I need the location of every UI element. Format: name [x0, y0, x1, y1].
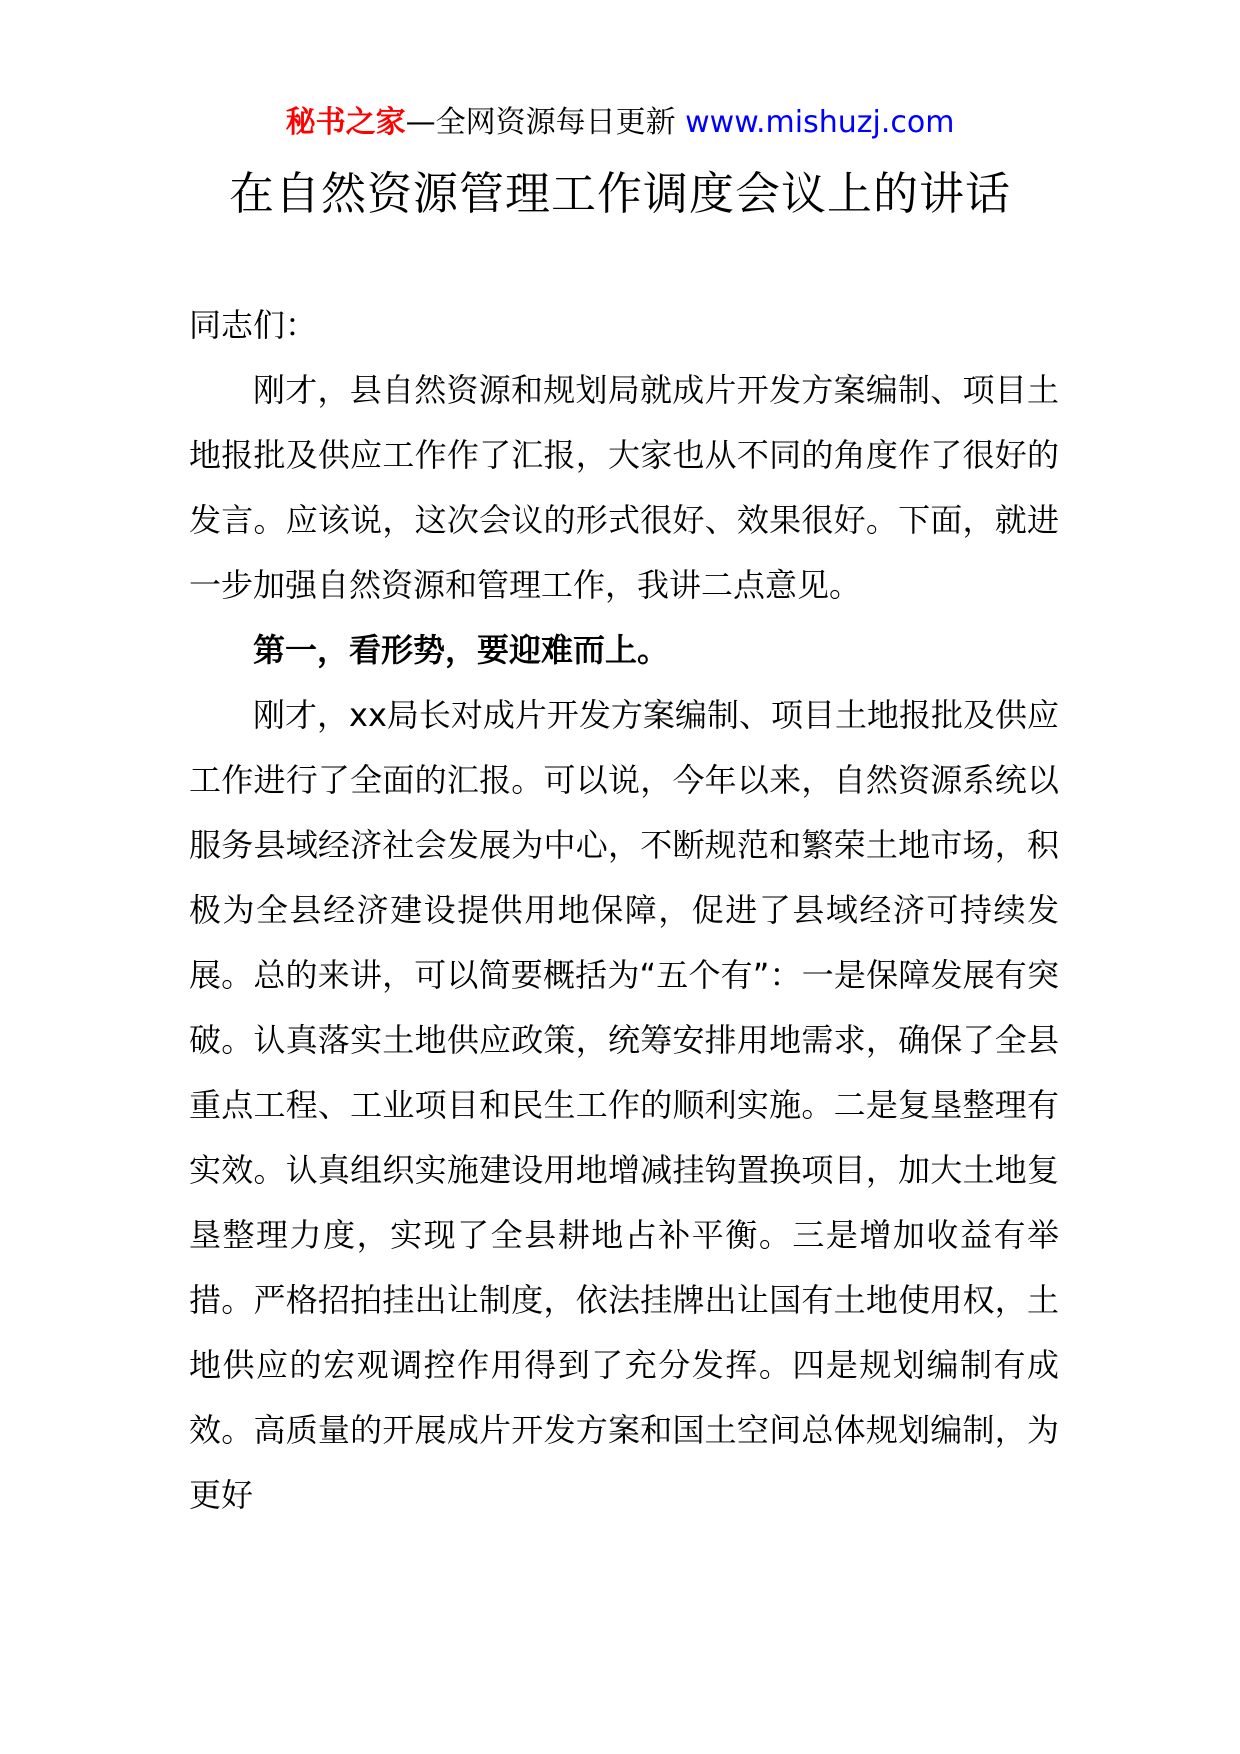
- site-name: 秘书之家: [285, 105, 406, 140]
- site-url-link[interactable]: www.mishuzj.com: [685, 105, 955, 140]
- site-header: [0, 98, 1240, 148]
- document-title: 在自然资源管理工作调度会议上的讲话: [228, 167, 1011, 220]
- site-slogan: —全网资源每日更新: [405, 105, 686, 140]
- salutation: 同志们：: [189, 306, 318, 344]
- section-heading-first: 第一，看形势，要迎难而上。: [253, 631, 670, 669]
- paragraph-intro: 刚才，县自然资源和规划局就成片开发方案编制、项目土地报批及供应工作作了汇报，大家也从不同的角度作了很好的发言。应该说，这次会议的形式很好、效果很好。下面，就进一步加强自然资源和管理工作，我讲二点意见。: [189, 371, 1059, 604]
- document-body: [189, 293, 1059, 1528]
- paragraph-situation: 刚才，xx局长对成片开发方案编制、项目土地报批及供应工作进行了全面的汇报。可以说，今年以来，自然资源系统以服务县域经济社会发展为中心，不断规范和繁荣土地市场，积极为全县经济建设提供用地保障，促进了县域经济可持续发展。总的来讲，可以简要概括为“五个有”：一是保障发展有突破。认真落实土地供应政策，统筹安排用地需求，确保了全县重点工程、工业项目和民生工作的顺利实施。二是复垦整理有实效。认真组织实施建设用地增减挂钩置换项目，加大土地复垦整理力度，实现了全县耕地占补平衡。三是增加收益有举措。严格招拍挂出让制度，依法挂牌出让国有土地使用权，土地供应的宏观调控作用得到了充分发挥。四是规划编制有成效。高质量的开展成片开发方案和国土空间总体规划编制，为更好: [189, 696, 1059, 1514]
